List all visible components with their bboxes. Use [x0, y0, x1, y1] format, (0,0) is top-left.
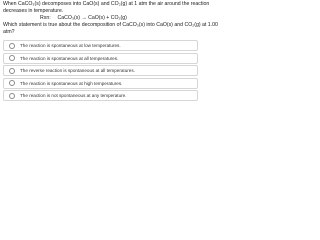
reaction-line [3, 15, 198, 22]
answer-option-label: The reaction is spontaneous at all temperatures. [20, 55, 119, 61]
question-line-1: When CaCO₃(s) decomposes into CaO(s) and CO₂(g) at 1 atm the air around the reaction [3, 1, 210, 7]
answer-option-5[interactable] [3, 90, 198, 101]
radio-button-icon[interactable] [9, 55, 15, 61]
answer-option-label: The reaction is not spontaneous at any temperature. [20, 93, 127, 98]
answer-options [3, 40, 198, 103]
reaction-label: Rxn: [40, 15, 51, 21]
answer-option-1[interactable] [3, 40, 198, 51]
question-line-2: decreases in temperature. [3, 8, 64, 14]
answer-option-3[interactable] [3, 65, 198, 76]
reaction-equation: CaCO₃(s) → CaO(s) + CO₂(g) [57, 15, 127, 21]
answer-option-label: The reverse reaction is spontaneous at all temperatures. [20, 68, 135, 73]
radio-button-icon[interactable] [9, 68, 15, 74]
answer-option-2[interactable] [3, 53, 198, 64]
question-line-4: atm? [3, 29, 15, 35]
radio-button-icon[interactable] [9, 43, 15, 49]
question-line-3: Which statement is true about the decomposition of CaCO₃(s) into CaO(s) and CO₂(g) at 1.00 [3, 22, 218, 28]
radio-button-icon[interactable] [9, 93, 15, 99]
radio-button-icon[interactable] [9, 80, 15, 86]
answer-option-label: The reaction is spontaneous at low temperatures. [20, 43, 121, 48]
answer-option-label: The reaction is spontaneous at high temperatures. [20, 80, 123, 86]
question-text [3, 1, 218, 36]
answer-option-4[interactable] [3, 78, 198, 89]
